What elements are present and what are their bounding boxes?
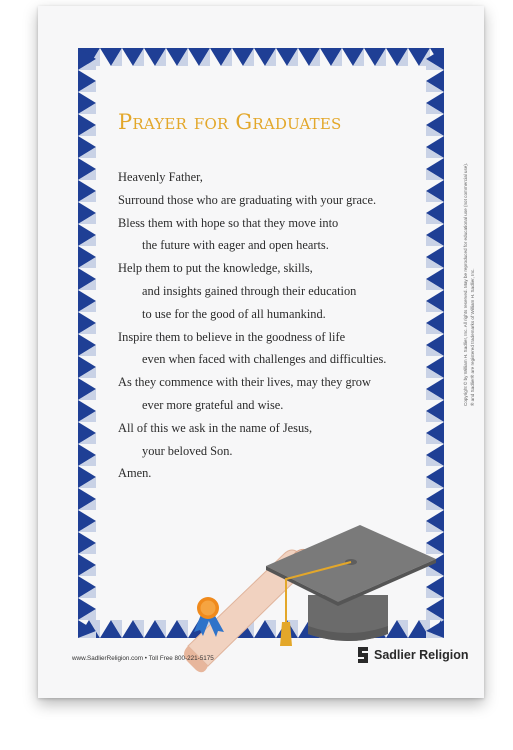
prayer-line: even when faced with challenges and difficulties. <box>142 352 387 367</box>
sadlier-logo <box>356 646 468 664</box>
prayer-line: Inspire them to believe in the goodness of life <box>118 329 346 344</box>
copyright-line: Copyright © by William H. Sadlier, Inc. All rights reserved. May be reproduced for educational use (not commercial use). <box>463 162 468 406</box>
prayer-line: the future with eager and open hearts. <box>142 238 329 253</box>
prayer-line: All of this we ask in the name of Jesus, <box>118 420 313 435</box>
prayer-line: As they commence with their lives, may they grow <box>118 375 371 390</box>
brand-name: Sadlier Religion <box>374 648 469 662</box>
prayer-line: Heavenly Father, <box>118 170 203 184</box>
prayer-line: to use for the good of all humankind. <box>142 306 326 321</box>
trademark-line: ® and Sadlier® are registered trademarks of William H. Sadlier, Inc. <box>470 268 475 406</box>
prayer-card <box>38 6 484 698</box>
website-contact[interactable]: www.SadlierReligion.com • Toll Free 800-221-5175 <box>72 655 214 662</box>
graduation-cap-icon <box>266 525 436 646</box>
prayer-line: Bless them with hope so that they move into <box>118 215 339 230</box>
prayer-line: Help them to put the knowledge, skills, <box>118 261 313 276</box>
prayer-line: ever more grateful and wise. <box>142 397 284 412</box>
prayer-line: Amen. <box>118 466 152 481</box>
sadlier-logo-icon <box>356 646 370 664</box>
page-title: Prayer for Graduates <box>118 110 342 134</box>
graduation-illustration <box>38 6 484 698</box>
prayer-line: and insights gained through their education <box>142 283 357 298</box>
prayer-line: Surround those who are graduating with your grace. <box>118 192 377 207</box>
prayer-line: your beloved Son. <box>142 443 233 458</box>
